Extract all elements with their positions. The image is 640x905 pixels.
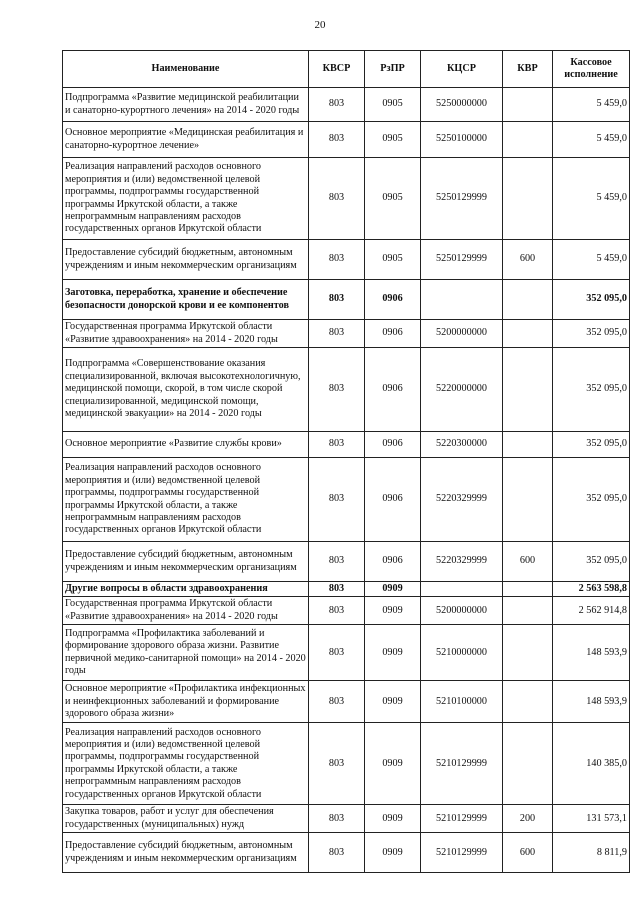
row-name-cell: Предоставление субсидий бюджетным, автономным учреждениям и иным некоммерческим организациям: [63, 833, 309, 873]
row-amount-cell: 352 095,0: [553, 280, 630, 320]
table-row: [63, 625, 630, 681]
row-rzpr-cell: 0909: [365, 681, 421, 723]
row-kvr-cell: 600: [503, 240, 553, 280]
row-kvsr-cell: 803: [309, 348, 365, 432]
table-row: [63, 88, 630, 122]
row-amount-cell: 148 593,9: [553, 681, 630, 723]
row-rzpr-cell: 0906: [365, 432, 421, 458]
row-kcsr-cell: 5220329999: [421, 458, 503, 542]
row-amount-cell: 5 459,0: [553, 240, 630, 280]
row-kvr-cell: [503, 625, 553, 681]
row-kvsr-cell: 803: [309, 122, 365, 158]
row-rzpr-cell: 0905: [365, 240, 421, 280]
row-kcsr-cell: 5210000000: [421, 625, 503, 681]
row-name-cell: Заготовка, переработка, хранение и обеспечение безопасности донорской крови и ее компонентов: [63, 280, 309, 320]
row-kvr-cell: 200: [503, 805, 553, 833]
row-kvr-cell: [503, 88, 553, 122]
row-amount-cell: 2 562 914,8: [553, 597, 630, 625]
table-row: [63, 681, 630, 723]
row-kcsr-cell: 5220300000: [421, 432, 503, 458]
row-kcsr-cell: 5210129999: [421, 833, 503, 873]
row-amount-cell: 148 593,9: [553, 625, 630, 681]
row-kvr-cell: [503, 582, 553, 597]
row-amount-cell: 5 459,0: [553, 88, 630, 122]
row-kvr-cell: [503, 432, 553, 458]
row-kvsr-cell: 803: [309, 582, 365, 597]
row-rzpr-cell: 0906: [365, 320, 421, 348]
row-kcsr-cell: [421, 582, 503, 597]
table-row: [63, 122, 630, 158]
table-row: [63, 833, 630, 873]
row-kcsr-cell: 5250000000: [421, 88, 503, 122]
row-kcsr-cell: 5210129999: [421, 723, 503, 805]
row-name-cell: Подпрограмма «Развитие медицинской реабилитации и санаторно-курортного лечения» на 2014 - 2020 годы: [63, 88, 309, 122]
table-row: [63, 542, 630, 582]
row-kvsr-cell: 803: [309, 432, 365, 458]
row-rzpr-cell: 0909: [365, 582, 421, 597]
table-row: [63, 348, 630, 432]
row-kvsr-cell: 803: [309, 240, 365, 280]
row-amount-cell: 2 563 598,8: [553, 582, 630, 597]
table-row: [63, 458, 630, 542]
row-kcsr-cell: 5220000000: [421, 348, 503, 432]
row-amount-cell: 5 459,0: [553, 122, 630, 158]
row-name-cell: Предоставление субсидий бюджетным, автономным учреждениям и иным некоммерческим организациям: [63, 240, 309, 280]
row-kvsr-cell: 803: [309, 320, 365, 348]
row-amount-cell: 352 095,0: [553, 320, 630, 348]
row-kvsr-cell: 803: [309, 158, 365, 240]
row-kcsr-cell: [421, 280, 503, 320]
row-name-cell: Реализация направлений расходов основного мероприятия и (или) ведомственной целевой программы, подпрограммы государственной программы Иркутской области, а также непрограммным направлениям расходов государственных органов Иркутской области: [63, 723, 309, 805]
table-row: [63, 723, 630, 805]
budget-execution-table: [62, 50, 630, 873]
row-kvr-cell: [503, 158, 553, 240]
row-kvr-cell: [503, 458, 553, 542]
row-rzpr-cell: 0906: [365, 280, 421, 320]
row-kvsr-cell: 803: [309, 542, 365, 582]
row-amount-cell: 131 573,1: [553, 805, 630, 833]
header-kcsr: КЦСР: [421, 51, 503, 88]
row-kvr-cell: [503, 320, 553, 348]
row-rzpr-cell: 0906: [365, 458, 421, 542]
header-rzpr: РзПР: [365, 51, 421, 88]
row-rzpr-cell: 0905: [365, 88, 421, 122]
table-row: [63, 280, 630, 320]
row-kvr-cell: [503, 681, 553, 723]
row-name-cell: Закупка товаров, работ и услуг для обеспечения государственных (муниципальных) нужд: [63, 805, 309, 833]
row-kvr-cell: [503, 122, 553, 158]
row-name-cell: Предоставление субсидий бюджетным, автономным учреждениям и иным некоммерческим организациям: [63, 542, 309, 582]
table-row: [63, 240, 630, 280]
row-kcsr-cell: 5200000000: [421, 597, 503, 625]
row-amount-cell: 5 459,0: [553, 158, 630, 240]
row-kvr-cell: [503, 348, 553, 432]
row-name-cell: Государственная программа Иркутской области «Развитие здравоохранения» на 2014 - 2020 годы: [63, 597, 309, 625]
row-amount-cell: 352 095,0: [553, 458, 630, 542]
row-kvsr-cell: 803: [309, 597, 365, 625]
header-amount: Кассовое исполнение: [553, 51, 630, 88]
table-row: [63, 432, 630, 458]
header-name: Наименование: [63, 51, 309, 88]
row-rzpr-cell: 0906: [365, 542, 421, 582]
row-name-cell: Реализация направлений расходов основного мероприятия и (или) ведомственной целевой программы, подпрограммы государственной программы Иркутской области, а также непрограммным направлениям расходов государственных органов Иркутской области: [63, 458, 309, 542]
row-rzpr-cell: 0905: [365, 158, 421, 240]
row-amount-cell: 8 811,9: [553, 833, 630, 873]
row-name-cell: Основное мероприятие «Медицинская реабилитация и санаторно-курортное лечение»: [63, 122, 309, 158]
row-amount-cell: 352 095,0: [553, 432, 630, 458]
row-rzpr-cell: 0905: [365, 122, 421, 158]
row-name-cell: Реализация направлений расходов основного мероприятия и (или) ведомственной целевой программы, подпрограммы государственной программы Иркутской области, а также непрограммным направлениям расходов государственных органов Иркутской области: [63, 158, 309, 240]
row-kvsr-cell: 803: [309, 805, 365, 833]
row-rzpr-cell: 0906: [365, 348, 421, 432]
table-row: [63, 320, 630, 348]
row-kcsr-cell: 5250100000: [421, 122, 503, 158]
row-kvsr-cell: 803: [309, 625, 365, 681]
row-kvr-cell: [503, 280, 553, 320]
row-kcsr-cell: 5210100000: [421, 681, 503, 723]
row-kvsr-cell: 803: [309, 723, 365, 805]
row-rzpr-cell: 0909: [365, 625, 421, 681]
row-kvr-cell: 600: [503, 542, 553, 582]
row-amount-cell: 352 095,0: [553, 348, 630, 432]
row-rzpr-cell: 0909: [365, 833, 421, 873]
row-kcsr-cell: 5220329999: [421, 542, 503, 582]
header-kvr: КВР: [503, 51, 553, 88]
row-kvr-cell: 600: [503, 833, 553, 873]
row-kvsr-cell: 803: [309, 280, 365, 320]
table-row: [63, 597, 630, 625]
page-number: 20: [314, 19, 326, 31]
row-amount-cell: 140 385,0: [553, 723, 630, 805]
row-kvsr-cell: 803: [309, 88, 365, 122]
row-rzpr-cell: 0909: [365, 723, 421, 805]
row-name-cell: Подпрограмма «Совершенствование оказания специализированной, включая высокотехнологичную, медицинской помощи, скорой, в том числе скорой специализированной, медицинской помощи, медицинской эвакуации» на 2014 - 2020 годы: [63, 348, 309, 432]
row-kvsr-cell: 803: [309, 681, 365, 723]
table-row: [63, 805, 630, 833]
row-kcsr-cell: 5250129999: [421, 158, 503, 240]
table-row: [63, 582, 630, 597]
row-rzpr-cell: 0909: [365, 597, 421, 625]
row-name-cell: Подпрограмма «Профилактика заболеваний и формирование здорового образа жизни. Развитие первичной медико-санитарной помощи» на 2014 - 2020 годы: [63, 625, 309, 681]
row-kvsr-cell: 803: [309, 833, 365, 873]
table-row: [63, 158, 630, 240]
row-kcsr-cell: 5210129999: [421, 805, 503, 833]
header-kvsr: КВСР: [309, 51, 365, 88]
row-kvr-cell: [503, 723, 553, 805]
row-kcsr-cell: 5200000000: [421, 320, 503, 348]
row-name-cell: Основное мероприятие «Профилактика инфекционных и неинфекционных заболеваний и формирование здорового образа жизни»: [63, 681, 309, 723]
row-rzpr-cell: 0909: [365, 805, 421, 833]
table-header-row: [63, 51, 630, 88]
row-amount-cell: 352 095,0: [553, 542, 630, 582]
row-kvr-cell: [503, 597, 553, 625]
row-kvsr-cell: 803: [309, 458, 365, 542]
row-name-cell: Государственная программа Иркутской области «Развитие здравоохранения» на 2014 - 2020 годы: [63, 320, 309, 348]
row-kcsr-cell: 5250129999: [421, 240, 503, 280]
row-name-cell: Другие вопросы в области здравоохранения: [63, 582, 309, 597]
row-name-cell: Основное мероприятие «Развитие службы крови»: [63, 432, 309, 458]
